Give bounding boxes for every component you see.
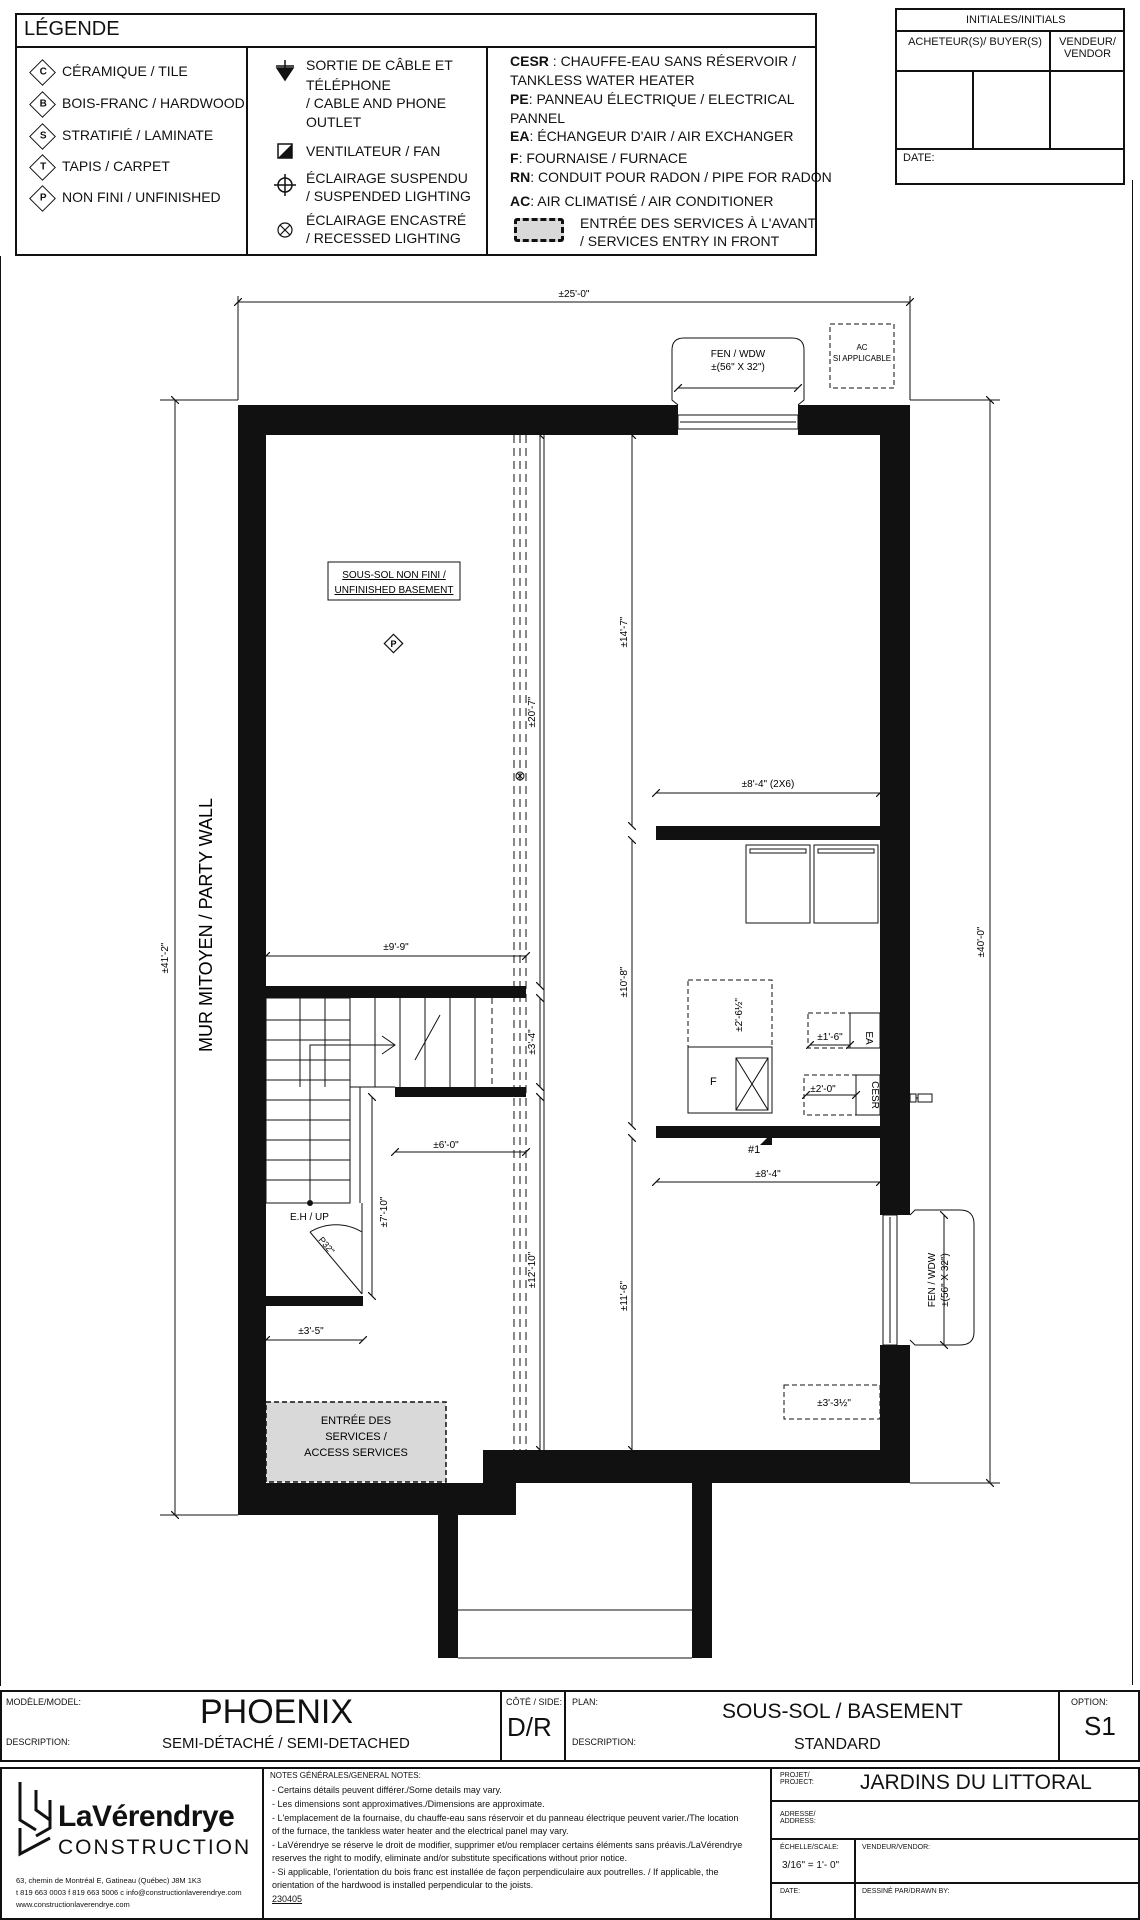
description-label: DESCRIPTION: xyxy=(6,1737,71,1747)
company-name-2: CONSTRUCTION xyxy=(58,1836,252,1859)
dim-right: ±40'-0" xyxy=(976,926,987,958)
dim-9-9: ±9'-9" xyxy=(383,942,409,953)
dim-8-4-2x6: ±8'-4" (2X6) xyxy=(741,779,795,790)
vendor-label: VENDEUR/VENDOR: xyxy=(862,1844,931,1851)
scale-value: 3/16" = 1'- 0" xyxy=(782,1860,840,1871)
dim-left: ±41'-2" xyxy=(160,942,171,974)
address-label: ADRESSE/ ADDRESS: xyxy=(780,1811,816,1825)
date-label: DATE: xyxy=(780,1888,801,1895)
drawn-by-label: DESSINÉ PAR/DRAWN BY: xyxy=(862,1888,950,1895)
note-line: reserves the right to modify, eliminate and/or substitute specifications without prior notice. xyxy=(272,1853,628,1863)
floor-symbol-unfinished: P xyxy=(29,185,56,212)
suspended-label-1: ÉCLAIRAGE SUSPENDU xyxy=(306,170,468,186)
initials-title: INITIALES/INITIALS xyxy=(966,14,1066,26)
door-size: P32" xyxy=(316,1234,337,1257)
dim-12-10: ±12'-10" xyxy=(527,1251,538,1289)
cesr-label: CESR xyxy=(869,1081,880,1109)
initials-vendor: VENDEUR/ VENDOR xyxy=(1059,36,1116,60)
cable-label-4: OUTLET xyxy=(306,114,362,130)
access-label-3: ACCESS SERVICES xyxy=(304,1447,408,1459)
cable-label-2: TÉLÉPHONE xyxy=(306,77,391,93)
abbr-pe-2: PANNEL xyxy=(510,110,565,126)
model-name: PHOENIX xyxy=(200,1693,354,1731)
floor-label-unfinished: NON FINI / UNFINISHED xyxy=(62,189,221,205)
floor-label-carpet: TAPIS / CARPET xyxy=(62,158,170,174)
entry-label-1: ENTRÉE DES SERVICES À L'AVANT xyxy=(580,215,817,231)
floor-symbol-hardwood: B xyxy=(29,91,56,118)
abbr-f: F: FOURNAISE / FURNACE xyxy=(510,150,688,166)
floor-label-hardwood: BOIS-FRANC / HARDWOOD xyxy=(62,95,245,111)
company-address: 63, chemin de Montréal E, Gatineau (Québec) J8M 1K3 xyxy=(16,1876,202,1885)
overall-dimensions xyxy=(160,296,1000,1515)
cable-label-1: SORTIE DE CÂBLE ET xyxy=(306,57,453,73)
model-label: MODÈLE/MODEL: xyxy=(6,1697,82,1707)
cable-label-3: / CABLE AND PHONE xyxy=(306,95,447,111)
note-line: - LaVérendrye se réserve le droit de modifier, supprimer et/ou remplacer certains éléments sans préavis./LaVérendrye xyxy=(272,1840,743,1850)
company-name: LaVérendrye xyxy=(58,1800,235,1833)
plan-desc-label: DESCRIPTION: xyxy=(572,1737,637,1747)
dim-11-6: ±11'-6" xyxy=(619,1280,630,1312)
dim-6-0: ±6'-0" xyxy=(433,1140,459,1151)
basement-label-1: SOUS-SOL NON FINI / xyxy=(342,570,446,581)
abbr-cesr: CESR : CHAUFFE-EAU SANS RÉSERVOIR / xyxy=(510,53,797,69)
recessed-label-2: / RECESSED LIGHTING xyxy=(306,230,461,246)
window-right-label-1: FEN / WDW xyxy=(927,1252,938,1308)
sheet-border-left xyxy=(0,256,1,1686)
ac-label-2: SI APPLICABLE xyxy=(832,354,892,363)
dim-14-7: ±14'-7" xyxy=(619,616,630,648)
drawing-code: 230405 xyxy=(272,1894,303,1904)
interior-walls xyxy=(266,826,880,1306)
note-line: orientation of the hardwood is installed perpendicular to the joists. xyxy=(272,1880,534,1890)
basement-label-2: UNFINISHED BASEMENT xyxy=(334,585,454,596)
dim-2-6: ±2'-6½" xyxy=(734,998,745,1032)
abbr-ac: AC: AIR CLIMATISÉ / AIR CONDITIONER xyxy=(510,193,774,209)
floor-label-tile: CÉRAMIQUE / TILE xyxy=(62,63,188,79)
note-line: - Si applicable, l'orientation du bois franc est installée de façon perpendiculaire aux poutrelles. / If applicable, the xyxy=(272,1867,719,1877)
side-label: CÔTÉ / SIDE: xyxy=(506,1697,563,1707)
entry-label-2: / SERVICES ENTRY IN FRONT xyxy=(580,233,780,249)
access-label-1: ENTRÉE DES xyxy=(320,1415,392,1427)
note-line: - Certains détails peuvent différer./Some details may vary. xyxy=(272,1785,502,1795)
option-value: S1 xyxy=(1084,1711,1116,1741)
dim-20-7: ±20'-7" xyxy=(527,696,538,728)
dim-1-6: ±1'-6" xyxy=(817,1032,843,1043)
notes-title: NOTES GÉNÉRALES/GENERAL NOTES: xyxy=(270,1771,421,1780)
dim-8-4: ±8'-4" xyxy=(755,1169,781,1180)
dim-3-3: ±3'-3½" xyxy=(817,1398,851,1409)
staircase xyxy=(266,998,492,1203)
furnace-label: F xyxy=(710,1076,717,1088)
project-name: JARDINS DU LITTORAL xyxy=(860,1771,1092,1794)
initials-buyer: ACHETEUR(S)/ BUYER(S) xyxy=(908,36,1042,48)
floor-symbol-tile: C xyxy=(29,59,56,86)
window-top-label-1: FEN / WDW xyxy=(710,349,766,360)
abbr-ea: EA: ÉCHANGEUR D'AIR / AIR EXCHANGER xyxy=(510,128,794,144)
dim-10-8: ±10'-8" xyxy=(619,966,630,998)
eh-up-label: E.H / UP xyxy=(290,1212,329,1223)
window-top-label-2: ±(56" X 32") xyxy=(711,362,765,373)
access-label-2: SERVICES / xyxy=(325,1431,387,1443)
window-right-label-2: ±(56" X 32") xyxy=(940,1253,951,1307)
dim-2-0: ±2'-0" xyxy=(810,1084,836,1095)
legend-title: LÉGENDE xyxy=(24,18,120,40)
option-label: OPTION: xyxy=(1071,1697,1109,1707)
marker-1: #1 xyxy=(748,1144,761,1156)
suspended-label-2: / SUSPENDED LIGHTING xyxy=(306,188,471,204)
company-phones: t 819 663 0003 f 819 663 5006 c info@constructionlaverendrye.com xyxy=(16,1888,242,1897)
plan-label: PLAN: xyxy=(572,1697,599,1707)
dim-3-4: ±3'-4" xyxy=(527,1029,538,1055)
ea-label: EA xyxy=(863,1031,874,1045)
note-line: of the furnace, the tankless water heater and the electrical panel may vary. xyxy=(272,1826,569,1836)
abbr-rn: RN: CONDUIT POUR RADON / PIPE FOR RADON xyxy=(510,169,832,185)
abbr-pe: PE: PANNEAU ÉLECTRIQUE / ELECTRICAL xyxy=(510,91,795,107)
side-value: D/R xyxy=(507,1712,552,1742)
floor-symbol-carpet: T xyxy=(29,154,56,181)
floor-label-laminate: STRATIFIÉ / LAMINATE xyxy=(62,127,214,143)
plan-description: STANDARD xyxy=(794,1736,881,1753)
dim-top: ±25'-0" xyxy=(558,289,590,300)
plan-name: SOUS-SOL / BASEMENT xyxy=(722,1700,963,1723)
abbr-cesr-2: TANKLESS WATER HEATER xyxy=(510,72,695,88)
dim-7-10: ±7'-10" xyxy=(379,1196,390,1228)
initials-date: DATE: xyxy=(903,152,935,164)
fan-label: VENTILATEUR / FAN xyxy=(306,143,441,159)
company-logo xyxy=(14,1780,56,1860)
ac-label-1: AC xyxy=(856,343,868,352)
recessed-label-1: ÉCLAIRAGE ENCASTRÉ xyxy=(306,212,467,228)
note-line: - Les dimensions sont approximatives./Dimensions are approximate. xyxy=(272,1799,545,1809)
model-description: SEMI-DÉTACHÉ / SEMI-DETACHED xyxy=(162,1735,410,1752)
porch-outline xyxy=(458,1610,692,1658)
scale-label: ÉCHELLE/SCALE: xyxy=(780,1844,839,1851)
party-wall-label: MUR MITOYEN / PARTY WALL xyxy=(196,797,216,1053)
floor-symbol-p-letter: P xyxy=(390,639,397,649)
sheet-border-right xyxy=(1132,180,1133,1685)
project-label: PROJET/ PROJECT: xyxy=(780,1772,814,1786)
dim-3-5: ±3'-5" xyxy=(298,1326,324,1337)
note-line: - L'emplacement de la fournaise, du chauffe-eau sans réservoir et du panneau électrique peuvent varier./The location xyxy=(272,1813,739,1823)
floor-symbol-laminate: S xyxy=(29,123,56,150)
company-web: www.constructionlaverendrye.com xyxy=(16,1900,130,1909)
